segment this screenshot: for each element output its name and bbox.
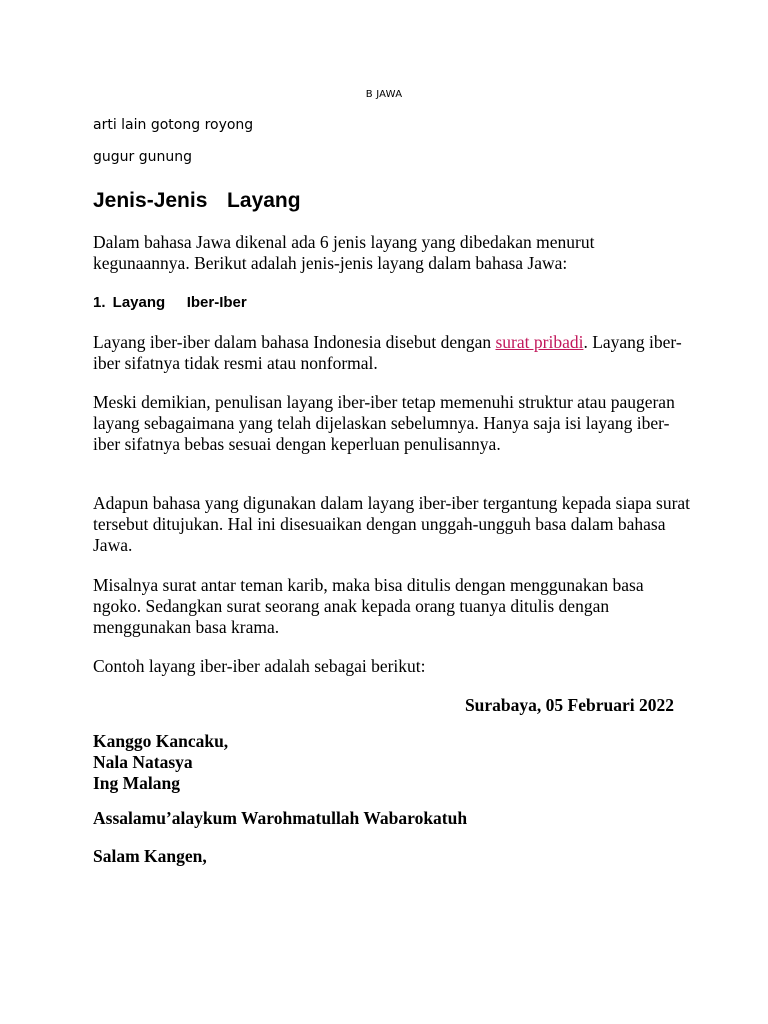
letter-salutation: Salam Kangen,	[93, 846, 207, 866]
letter-address-block	[93, 731, 228, 794]
note-line-2: gugur gunung	[93, 149, 192, 165]
letter-address-line: Nala Natasya	[93, 752, 193, 772]
note-line-1: arti lain gotong royong	[93, 117, 254, 133]
section-heading	[93, 189, 301, 213]
subsection-heading-text: 1. Layang Iber-Iber	[93, 294, 247, 311]
page-header: B JAWA	[365, 89, 403, 100]
paragraph-bahasa: Adapun bahasa yang digunakan dalam layang iber-iber tergantung kepada siapa surat tersebut ditujukan. Hal ini disesuaikan dengan unggah-ungguh basa dalam bahasa Jawa.	[93, 493, 691, 555]
paragraph-text-before-link: Layang iber-iber dalam bahasa Indonesia disebut dengan	[93, 332, 496, 352]
letter-opening: Assalamu’alaykum Warohmatullah Wabarokatuh	[93, 808, 468, 828]
surat-pribadi-link[interactable]: surat pribadi	[495, 332, 584, 352]
paragraph-contoh-basa: Misalnya surat antar teman karib, maka bisa ditulis dengan menggunakan basa ngoko. Sedangkan surat seorang anak kepada orang tuanya ditulis dengan menggunakan basa krama.	[93, 575, 644, 637]
letter-address-line: Kanggo Kancaku,	[93, 731, 229, 751]
paragraph-surat-pribadi	[93, 332, 693, 374]
paragraph-paugeran: Meski demikian, penulisan layang iber-iber tetap memenuhi struktur atau paugeran layang sebagaimana yang telah dijelaskan sebelumnya. Hanya saja isi layang iber-iber sifatnya bebas sesuai dengan keperluan penulisannya.	[93, 392, 675, 454]
intro-paragraph: Dalam bahasa Jawa dikenal ada 6 jenis layang yang dibedakan menurut kegunaannya. Berikut adalah jenis-jenis layang dalam bahasa Jawa:	[93, 232, 595, 273]
paragraph-text-after-link: . Layang iber-iber sifatnya tidak resmi atau nonformal.	[93, 332, 682, 373]
subsection-heading	[93, 294, 247, 311]
letter-place-date: Surabaya, 05 Februari 2022	[464, 695, 674, 715]
letter-address-line: Ing Malang	[93, 773, 181, 793]
heading-text: Jenis-Jenis Layang	[93, 189, 301, 212]
paragraph-contoh-intro: Contoh layang iber-iber adalah sebagai berikut:	[93, 656, 426, 676]
